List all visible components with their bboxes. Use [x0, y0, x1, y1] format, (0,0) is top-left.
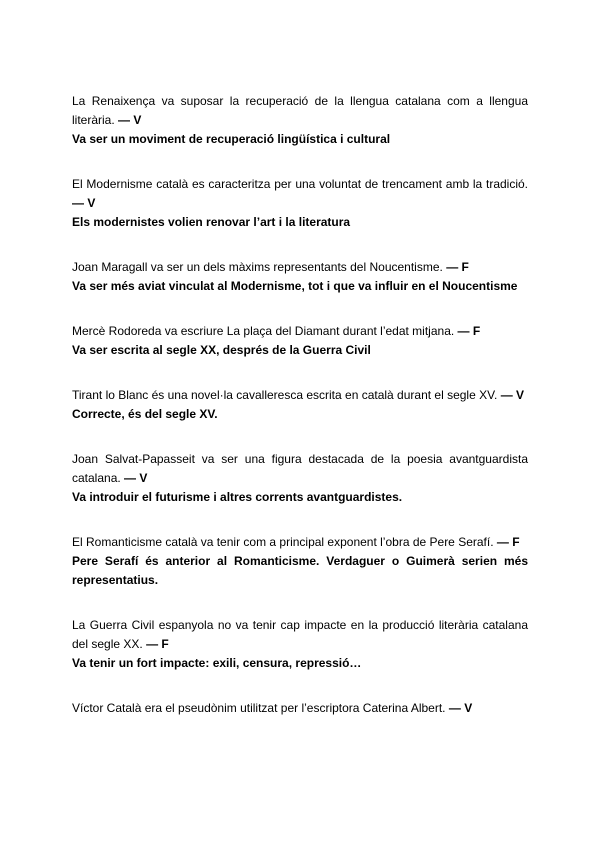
statement-text: El Modernisme català es caracteritza per una voluntat de trencament amb la tradició.: [72, 177, 528, 191]
statement: [72, 450, 528, 488]
quiz-item-1: [72, 92, 528, 149]
explanation: Va introduir el futurisme i altres corrents avantguardistes.: [72, 490, 403, 504]
explanation: Pere Serafí és anterior al Romanticisme. Verdaguer o Guimerà serien més representatius.: [72, 554, 528, 587]
statement: [72, 533, 528, 552]
quiz-item-5: [72, 386, 528, 424]
verdict: — V: [72, 196, 96, 210]
statement: [72, 699, 528, 718]
statement-text: Joan Maragall va ser un dels màxims representants del Noucentisme.: [72, 260, 443, 274]
explanation: Correcte, és del segle XV.: [72, 407, 218, 421]
statement-text: Joan Salvat-Papasseit va ser una figura destacada de la poesia avantguardista catalana.: [72, 452, 528, 485]
verdict: — V: [118, 113, 142, 127]
quiz-item-7: [72, 533, 528, 590]
verdict: — F: [496, 535, 520, 549]
quiz-item-4: [72, 322, 528, 360]
verdict: — F: [457, 324, 481, 338]
quiz-item-9: [72, 699, 528, 718]
statement-text: La Renaixença va suposar la recuperació de la llengua catalana com a llengua literària.: [72, 94, 528, 127]
statement-text: La Guerra Civil espanyola no va tenir cap impacte en la producció literària catalana del segle XX.: [72, 618, 528, 651]
explanation: Els modernistes volien renovar l’art i la literatura: [72, 215, 351, 229]
verdict: — V: [500, 388, 525, 402]
statement-text: Mercè Rodoreda va escriure La plaça del Diamant durant l’edat mitjana.: [72, 324, 455, 338]
statement: [72, 258, 528, 277]
statement: [72, 322, 528, 341]
explanation: Va ser més aviat vinculat al Modernisme, tot i que va influir en el Noucentisme: [72, 279, 518, 293]
verdict: — V: [124, 471, 148, 485]
quiz-item-6: [72, 450, 528, 507]
explanation: Va ser un moviment de recuperació lingüística i cultural: [72, 132, 391, 146]
statement: [72, 616, 528, 654]
quiz-item-2: [72, 175, 528, 232]
explanation: Va ser escrita al segle XX, després de la Guerra Civil: [72, 343, 371, 357]
verdict: — F: [146, 637, 169, 651]
statement-text: Tirant lo Blanc és una novel·la cavalleresca escrita en català durant el segle XV.: [72, 388, 498, 402]
verdict: — V: [448, 701, 473, 715]
explanation: Va tenir un fort impacte: exili, censura, repressió…: [72, 656, 362, 670]
document-page: [72, 92, 528, 718]
statement: [72, 92, 528, 130]
quiz-item-3: [72, 258, 528, 296]
statement-text: El Romanticisme català va tenir com a principal exponent l’obra de Pere Serafí.: [72, 535, 494, 549]
statement-text: Víctor Català era el pseudònim utilitzat per l’escriptora Caterina Albert.: [72, 701, 446, 715]
statement: [72, 175, 528, 213]
quiz-item-8: [72, 616, 528, 673]
statement: [72, 386, 528, 405]
verdict: — F: [446, 260, 469, 274]
